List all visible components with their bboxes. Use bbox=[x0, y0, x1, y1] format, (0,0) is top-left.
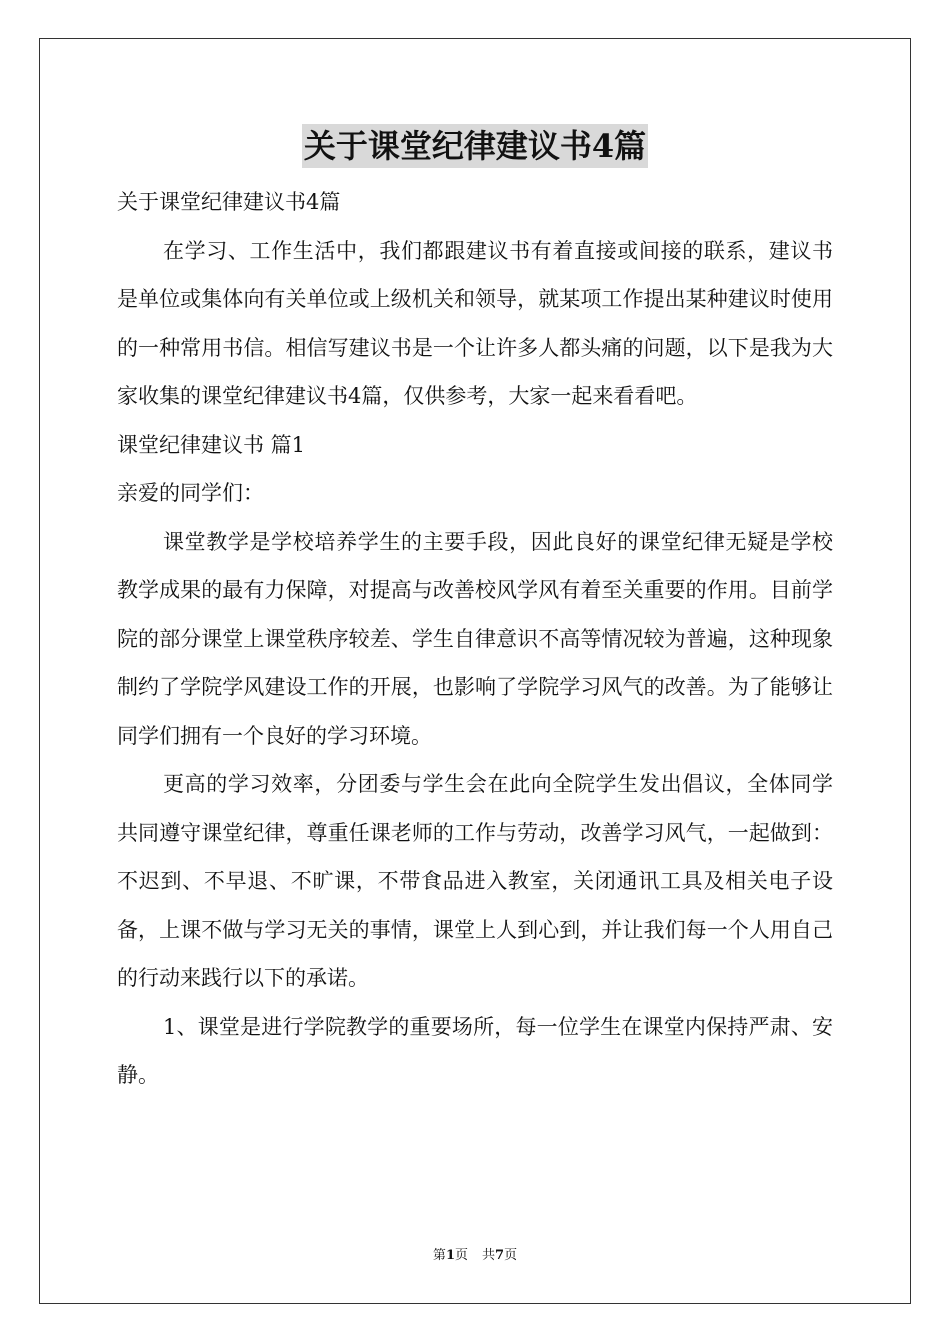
body-paragraph-2: 更高的学习效率，分团委与学生会在此向全院学生发出倡议，全体同学共同遵守课堂纪律，尊重任课老师的工作与劳动，改善学习风气，一起做到：不迟到、不早退、不旷课，不带食品进入教室，关闭通讯工具及相关电子设备，上课不做与学习无关的事情，课堂上人到心到，并让我们每一个人用自己的行动来践行以下的承诺。 bbox=[117, 772, 833, 990]
total-prefix: 共 bbox=[482, 1248, 496, 1263]
body-paragraph-1: 课堂教学是学校培养学生的主要手段，因此良好的课堂纪律无疑是学校教学成果的最有力保障，对提高与改善校风学风有着至关重要的作用。目前学院的部分课堂上课堂秩序较差、学生自律意识不高等情况较为普遍，这种现象制约了学院学风建设工作的开展，也影响了学院学习风气的改善。为了能够让同学们拥有一个良好的学习环境。 bbox=[117, 529, 833, 748]
section-heading: 课堂纪律建议书 篇1 bbox=[117, 432, 306, 457]
page-prefix: 第 bbox=[432, 1248, 446, 1263]
total-suffix: 页 bbox=[504, 1248, 518, 1263]
page-footer bbox=[0, 1247, 950, 1265]
salutation: 亲爱的同学们： bbox=[117, 481, 264, 505]
intro-paragraph: 在学习、工作生活中，我们都跟建议书有着直接或间接的联系，建议书是单位或集体向有关单位或上级机关和领导，就某项工作提出某种建议时使用的一种常用书信。相信写建议书是一个让许多人都头痛的问题，以下是我为大家收集的课堂纪律建议书4篇，仅供参考，大家一起来看看吧。 bbox=[117, 238, 833, 408]
page-suffix: 页 bbox=[454, 1248, 468, 1263]
page-number: 1 bbox=[445, 1248, 455, 1263]
body-paragraph-3: 1、课堂是进行学院教学的重要场所，每一位学生在课堂内保持严肃、安静。 bbox=[117, 1014, 833, 1087]
total-pages: 7 bbox=[495, 1248, 505, 1263]
document-title: 关于课堂纪律建议书4篇 bbox=[302, 124, 648, 168]
document-subtitle: 关于课堂纪律建议书4篇 bbox=[117, 190, 341, 214]
title-container bbox=[0, 124, 950, 168]
document-body bbox=[117, 178, 833, 1100]
